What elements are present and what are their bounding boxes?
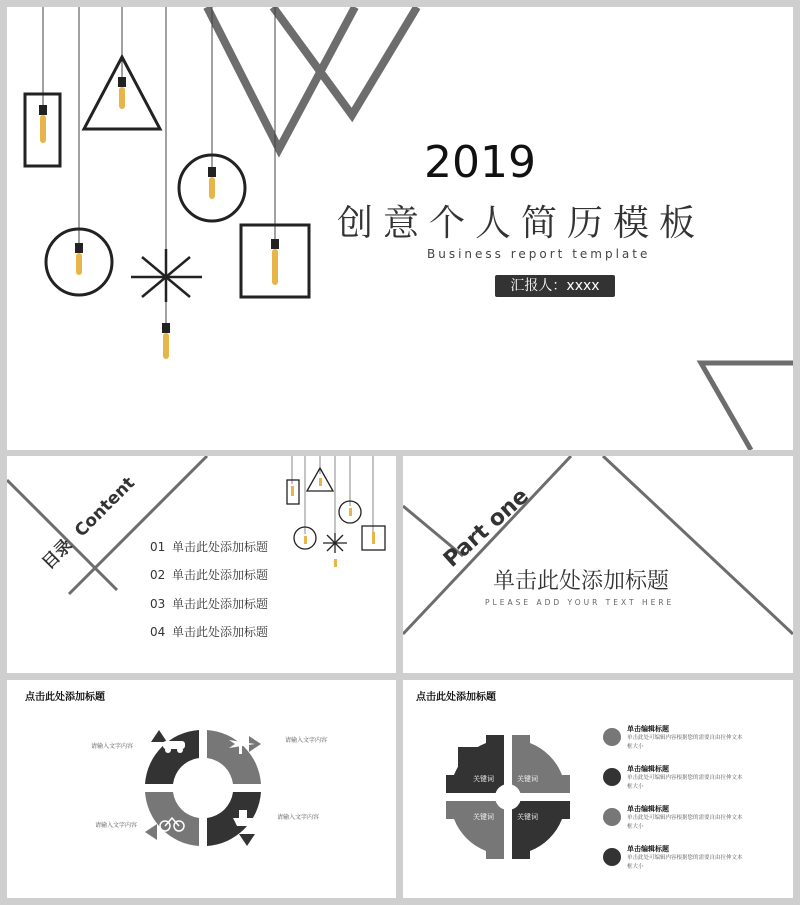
item-desc: 单击此处可编辑内容根据您的需要自由拉伸文本框大小 xyxy=(627,735,743,750)
toc-label: 单击此处添加标题 xyxy=(172,625,269,639)
item-dot xyxy=(603,728,621,746)
item-desc: 单击此处可编辑内容根据您的需要自由拉伸文本框大小 xyxy=(627,775,743,790)
item-dot xyxy=(603,808,621,826)
gear-keyword: 关键词 xyxy=(517,813,538,821)
gear-keyword: 关键词 xyxy=(517,775,538,783)
toc-num: 04 xyxy=(150,625,166,639)
toc-decoration xyxy=(7,456,396,673)
toc-label: 单击此处添加标题 xyxy=(172,597,269,611)
reporter-badge: 汇报人：xxxx xyxy=(495,275,615,297)
toc-num: 02 xyxy=(150,568,166,582)
item-desc: 单击此处可编辑内容根据您的需要自由拉伸文本框大小 xyxy=(627,815,743,830)
part-label: Part one xyxy=(439,483,534,573)
item-dot xyxy=(603,848,621,866)
toc-item[interactable] xyxy=(150,566,268,583)
cycle-diagram xyxy=(7,680,396,898)
cycle-label: 请输入文字内容 xyxy=(285,737,328,744)
toc-item[interactable] xyxy=(150,623,268,640)
part-title: 单击此处添加标题 xyxy=(493,569,670,594)
item-dot xyxy=(603,768,621,786)
toc-num: 03 xyxy=(150,597,166,611)
item-title: 单击编辑标题 xyxy=(627,845,669,853)
item-title: 单击编辑标题 xyxy=(627,725,669,733)
toc-slide[interactable] xyxy=(7,456,396,673)
gear-slide[interactable] xyxy=(403,680,793,898)
toc-item[interactable] xyxy=(150,538,268,555)
toc-heading-cn: 目录 xyxy=(38,535,77,574)
cover-title: 创意个人简历模板 xyxy=(337,203,706,244)
toc-num: 01 xyxy=(150,540,166,554)
cycle-label: 请输入文字内容 xyxy=(95,822,138,829)
gear-keyword: 关键词 xyxy=(473,813,494,821)
cover-subtitle: Business report template xyxy=(427,247,651,261)
gear-keyword: 关键词 xyxy=(473,775,494,783)
bulb-icons xyxy=(39,77,279,359)
item-desc: 单击此处可编辑内容根据您的需要自由拉伸文本框大小 xyxy=(627,855,743,870)
cycle-label: 请输入文字内容 xyxy=(91,743,134,750)
cycle-label: 请输入文字内容 xyxy=(277,814,320,821)
cycle-slide[interactable] xyxy=(7,680,396,898)
part-subtitle: PLEASE ADD YOUR TEXT HERE xyxy=(485,598,675,607)
item-title: 单击编辑标题 xyxy=(627,805,669,813)
part-slide[interactable] xyxy=(403,456,793,673)
item-title: 单击编辑标题 xyxy=(627,765,669,773)
toc-label: 单击此处添加标题 xyxy=(172,540,269,554)
slide-title: 点击此处添加标题 xyxy=(416,692,496,703)
toc-label: 单击此处添加标题 xyxy=(172,568,269,582)
toc-heading-en: Content xyxy=(71,473,139,542)
cover-slide[interactable] xyxy=(7,7,793,450)
toc-item[interactable] xyxy=(150,595,268,612)
cover-year: 2019 xyxy=(424,137,536,188)
slide-title: 点击此处添加标题 xyxy=(25,692,105,703)
